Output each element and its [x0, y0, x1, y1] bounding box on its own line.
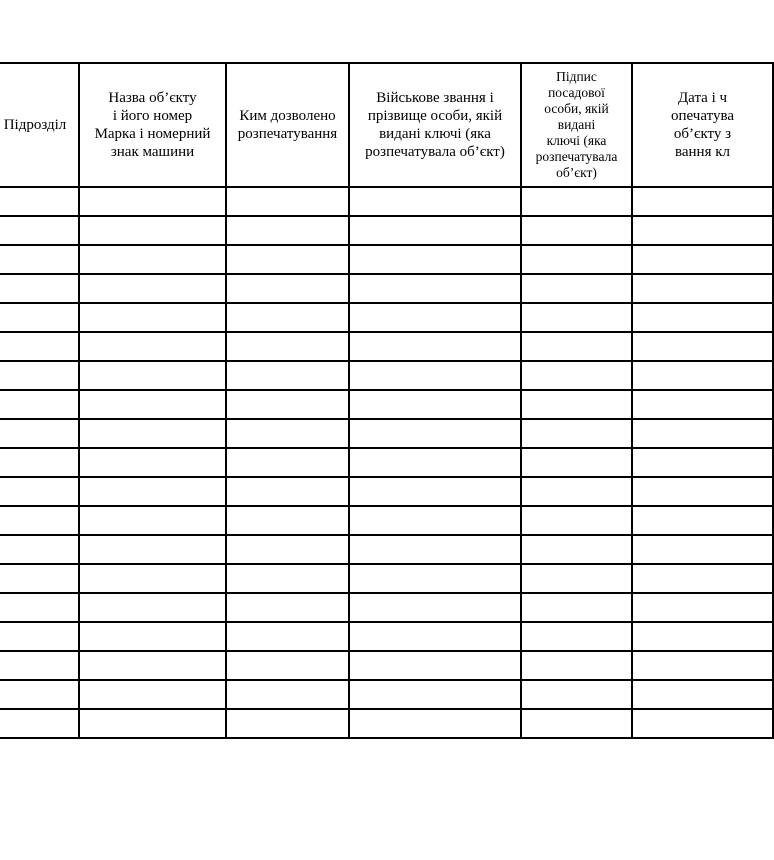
- table-cell: [632, 419, 773, 448]
- table-cell: [632, 709, 773, 738]
- table-cell: [349, 709, 521, 738]
- table-cell: [79, 593, 226, 622]
- table-cell: [521, 709, 632, 738]
- header-row: [0, 63, 773, 187]
- table-cell: [0, 564, 79, 593]
- table-cell: [226, 564, 349, 593]
- column-header-sealing-date-time: Дата і ч опечатува об’єкту з вання кл: [632, 63, 773, 187]
- table-cell: [349, 361, 521, 390]
- table-cell: [79, 303, 226, 332]
- table-row: [0, 506, 773, 535]
- table-cell: [79, 216, 226, 245]
- table-cell: [226, 448, 349, 477]
- column-header-official-signature: Підпис посадової особи, якій видані ключі (яка розпечатувала об’єкт): [521, 63, 632, 187]
- table-cell: [521, 593, 632, 622]
- table-cell: [349, 651, 521, 680]
- table-row: [0, 303, 773, 332]
- table-row: [0, 709, 773, 738]
- table-cell: [349, 622, 521, 651]
- table-cell: [79, 477, 226, 506]
- table-cell: [226, 332, 349, 361]
- table-cell: [349, 564, 521, 593]
- table-cell: [349, 419, 521, 448]
- table-cell: [521, 651, 632, 680]
- table-cell: [521, 187, 632, 216]
- table-cell: [79, 332, 226, 361]
- table-cell: [0, 216, 79, 245]
- table-cell: [521, 390, 632, 419]
- table-cell: [0, 274, 79, 303]
- table-cell: [79, 419, 226, 448]
- table-cell: [521, 332, 632, 361]
- table-cell: [632, 274, 773, 303]
- table-cell: [226, 303, 349, 332]
- table-row: [0, 622, 773, 651]
- table-cell: [632, 535, 773, 564]
- table-cell: [0, 535, 79, 564]
- table-cell: [226, 593, 349, 622]
- table-cell: [521, 361, 632, 390]
- table-row: [0, 216, 773, 245]
- table-row: [0, 535, 773, 564]
- register-table-body: [0, 187, 773, 738]
- table-row: [0, 361, 773, 390]
- table-cell: [349, 187, 521, 216]
- table-cell: [226, 274, 349, 303]
- table-cell: [0, 593, 79, 622]
- table-cell: [226, 535, 349, 564]
- table-row: [0, 651, 773, 680]
- column-header-object-name: Назва об’єкту і його номер Марка і номерний знак машини: [79, 63, 226, 187]
- table-cell: [632, 187, 773, 216]
- table-cell: [79, 245, 226, 274]
- table-cell: [349, 535, 521, 564]
- table-cell: [349, 245, 521, 274]
- table-row: [0, 187, 773, 216]
- table-cell: [226, 680, 349, 709]
- table-cell: [79, 274, 226, 303]
- table-cell: [521, 680, 632, 709]
- table-row: [0, 564, 773, 593]
- table-cell: [226, 651, 349, 680]
- table-cell: [79, 187, 226, 216]
- table-row: [0, 448, 773, 477]
- table-cell: [79, 390, 226, 419]
- table-cell: [521, 448, 632, 477]
- table-cell: [0, 245, 79, 274]
- table-row: [0, 245, 773, 274]
- table-cell: [521, 419, 632, 448]
- table-row: [0, 274, 773, 303]
- table-cell: [226, 361, 349, 390]
- column-header-subdivision: Підрозділ: [0, 63, 79, 187]
- table-row: [0, 593, 773, 622]
- table-cell: [0, 419, 79, 448]
- table-cell: [0, 651, 79, 680]
- table-cell: [521, 274, 632, 303]
- table-cell: [632, 680, 773, 709]
- table-cell: [79, 622, 226, 651]
- table-cell: [521, 564, 632, 593]
- table-cell: [632, 216, 773, 245]
- table-cell: [79, 448, 226, 477]
- table-cell: [79, 709, 226, 738]
- table-cell: [226, 390, 349, 419]
- table-row: [0, 419, 773, 448]
- table-cell: [521, 622, 632, 651]
- table-cell: [226, 216, 349, 245]
- table-cell: [521, 216, 632, 245]
- register-table-header: [0, 63, 773, 187]
- table-cell: [0, 477, 79, 506]
- table-row: [0, 332, 773, 361]
- table-cell: [79, 680, 226, 709]
- table-cell: [632, 332, 773, 361]
- table-cell: [0, 361, 79, 390]
- table-cell: [632, 506, 773, 535]
- table-cell: [226, 187, 349, 216]
- table-cell: [79, 564, 226, 593]
- table-cell: [0, 506, 79, 535]
- table-cell: [632, 390, 773, 419]
- table-cell: [226, 506, 349, 535]
- table-cell: [0, 303, 79, 332]
- table-row: [0, 390, 773, 419]
- table-cell: [349, 390, 521, 419]
- register-table: [0, 62, 774, 739]
- table-cell: [349, 477, 521, 506]
- table-cell: [632, 622, 773, 651]
- table-cell: [226, 477, 349, 506]
- table-cell: [632, 303, 773, 332]
- table-cell: [632, 361, 773, 390]
- table-cell: [226, 419, 349, 448]
- table-cell: [226, 709, 349, 738]
- table-cell: [79, 651, 226, 680]
- table-cell: [349, 448, 521, 477]
- table-cell: [349, 216, 521, 245]
- table-cell: [632, 651, 773, 680]
- table-cell: [521, 477, 632, 506]
- table-cell: [521, 303, 632, 332]
- table-row: [0, 680, 773, 709]
- table-cell: [349, 303, 521, 332]
- column-header-rank-and-name: Військове звання і прізвище особи, якій видані ключі (яка розпечатувала об’єкт): [349, 63, 521, 187]
- table-cell: [0, 390, 79, 419]
- table-cell: [632, 564, 773, 593]
- table-cell: [349, 680, 521, 709]
- table-cell: [521, 506, 632, 535]
- table-cell: [349, 332, 521, 361]
- table-cell: [0, 709, 79, 738]
- table-cell: [79, 361, 226, 390]
- table-cell: [79, 506, 226, 535]
- table-cell: [226, 245, 349, 274]
- table-cell: [521, 535, 632, 564]
- table-cell: [0, 332, 79, 361]
- table-cell: [0, 622, 79, 651]
- table-cell: [349, 506, 521, 535]
- table-cell: [226, 622, 349, 651]
- table-cell: [632, 245, 773, 274]
- table-cell: [632, 593, 773, 622]
- table-cell: [0, 680, 79, 709]
- column-header-authorized-by: Ким дозволено розпечатування: [226, 63, 349, 187]
- table-cell: [632, 448, 773, 477]
- table-cell: [521, 245, 632, 274]
- table-cell: [79, 535, 226, 564]
- table-row: [0, 477, 773, 506]
- table-cell: [0, 448, 79, 477]
- table-cell: [0, 187, 79, 216]
- table-cell: [349, 274, 521, 303]
- table-cell: [349, 593, 521, 622]
- table-cell: [632, 477, 773, 506]
